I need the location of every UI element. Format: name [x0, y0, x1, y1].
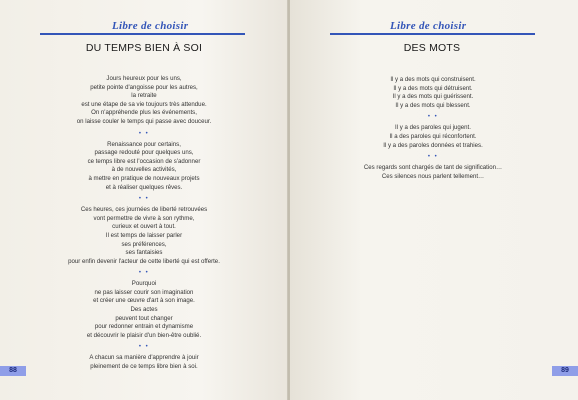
poem-line: et créer une œuvre d'art à son image. — [93, 297, 195, 305]
stanza — [318, 76, 548, 110]
stanza-separator: • • — [138, 196, 150, 203]
poem-line: ses fantaisies — [125, 249, 163, 257]
poem-line: à de nouvelles activités, — [111, 166, 177, 174]
stanza — [30, 141, 258, 193]
poem-line: Des actes — [130, 306, 158, 314]
right-page-title: DES MOTS — [403, 42, 461, 54]
poem-line: Renaissance pour certains, — [107, 140, 181, 148]
poem-line: Pourquoi — [131, 280, 157, 288]
left-page-title: DU TEMPS BIEN À SOI — [85, 42, 203, 54]
poem-line: Il y a des mots qui détruisent. — [393, 84, 473, 92]
stanza — [30, 280, 258, 340]
poem-line: et à réaliser quelques rêves. — [105, 183, 183, 191]
poem-line: vont permettre de vivre à son rythme, — [93, 214, 195, 222]
poem-line: Jours heureux pour les uns, — [106, 75, 182, 82]
poem-line: ce temps libre est l'occasion de s'adonner — [87, 157, 201, 165]
stanza-separator: • • — [138, 270, 150, 277]
right-running-head: Libre de choisir — [390, 20, 467, 32]
poem-line: et découvrir le plaisir d'un bien-être oublié. — [86, 331, 202, 339]
poem-line: On n'appréhende plus les événements, — [91, 109, 197, 117]
left-poem-body — [30, 75, 258, 372]
poem-line: petite pointe d'angoisse pour les autres, — [90, 83, 198, 91]
poem-line: est une étape de sa vie toujours très attendue. — [81, 100, 207, 108]
poem-line: Il est temps de laisser parler — [105, 231, 183, 239]
poem-line: passage redouté pour quelques uns, — [94, 149, 194, 157]
poem-line: Il y a des paroles qui jugent. — [395, 124, 471, 132]
right-poem-body — [318, 76, 548, 181]
poem-line: peuvent tout changer — [115, 314, 173, 322]
stanza — [318, 124, 548, 150]
stanza — [30, 354, 258, 371]
poem-line: Il y a des mots qui construisent. — [390, 76, 476, 83]
poem-line: ne pas laisser courir son imagination — [94, 288, 194, 296]
poem-line: Il y a des mots qui guérissent. — [392, 93, 474, 101]
poem-line: Ces silences nous parlent tellement… — [381, 172, 485, 180]
poem-line: on laisse couler le temps qui passe avec douceur. — [76, 117, 212, 125]
stanza — [30, 75, 258, 127]
poem-line: pour enfin devenir l'acteur de cette liberté qui est offerte. — [68, 257, 220, 265]
stanza-separator: • • — [427, 114, 439, 121]
right-page — [290, 0, 578, 400]
stanza-separator: • • — [138, 130, 150, 137]
poem-line: ses préférences, — [121, 240, 167, 248]
right-header-rule — [330, 33, 535, 35]
poem-line: pour redonner entrain et dynamisme — [94, 323, 194, 331]
poem-line: A chacun sa manière d'apprendre à jouir — [89, 354, 199, 362]
poem-line: Ces regards sont chargés de tant de signification… — [363, 164, 503, 172]
right-page-number: 89 — [552, 366, 578, 376]
stanza-separator: • • — [427, 154, 439, 161]
left-page-number: 88 — [0, 366, 26, 376]
poem-line: Il y a des mots qui blessent. — [395, 101, 471, 109]
stanza — [30, 206, 258, 266]
left-running-head: Libre de choisir — [112, 20, 189, 32]
left-header-rule — [40, 33, 245, 35]
poem-line: Il y a des paroles données et trahies. — [383, 141, 483, 149]
left-page — [0, 0, 288, 400]
poem-line: Il a des paroles qui réconfortent. — [389, 132, 477, 140]
stanza-separator: • • — [138, 344, 150, 351]
poem-line: à mettre en pratique de nouveaux projets — [88, 174, 200, 182]
poem-line: curieux et ouvert à tout. — [112, 223, 176, 231]
stanza — [318, 164, 548, 181]
poem-line: pleinement de ce temps libre bien à soi. — [90, 363, 198, 371]
poem-line: la retraite — [131, 92, 157, 100]
poem-line: Ces heures, ces journées de liberté retrouvées — [80, 206, 208, 214]
